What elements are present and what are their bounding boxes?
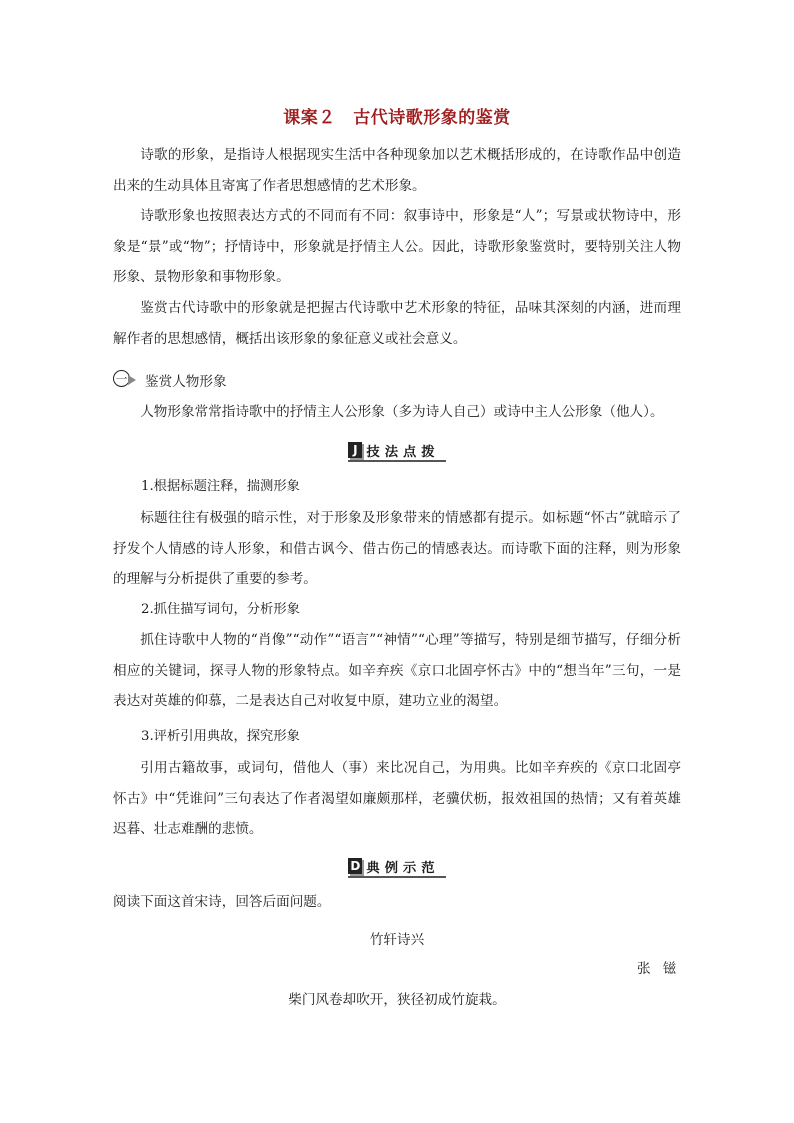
section-label: 鉴赏人物形象 xyxy=(145,374,227,390)
examples-badge xyxy=(0,856,794,878)
badge-label: 技法点拨 xyxy=(366,444,440,460)
poem-title: 竹轩诗兴 xyxy=(369,932,425,948)
technique-heading-2: 2.抓住描写词句，分析形象 xyxy=(141,602,300,617)
section-number: 一 xyxy=(113,370,130,387)
technique-body-1: 标题往往有极强的暗示性，对于形象及形象带来的情感都有提示。如标题“怀古”就暗示了抒发个人情感的诗人形象，和借古讽今、借古伤己的情感表达。而诗歌下面的注释，则为形象的理解与分析提供了重要的参考。 xyxy=(113,510,681,587)
technique-heading-1: 1.根据标题注释，揣测形象 xyxy=(141,479,300,494)
poem-author: 张镃 xyxy=(637,961,689,977)
badge-letter-icon: J xyxy=(348,442,362,458)
arrow-icon xyxy=(128,375,136,385)
poem-line: 柴门风卷却吹开，狭径初成竹旋栽。 xyxy=(288,992,506,1008)
technique-body-2: 抓住诗歌中人物的“肖像”“动作”“语言”“神情”“心理”等描写，特别是细节描写，仔细分析相应的关键词，探寻人物的形象特点。如辛弃疾《京口北固亭怀古》中的“想当年”三句，一是表达对英雄的仰慕，二是表达自己对收复中原，建功立业的渴望。 xyxy=(113,632,681,709)
section-number-icon xyxy=(113,369,139,391)
intro-paragraph-1: 诗歌的形象，是指诗人根据现实生活中各种现象加以艺术概括形成的，在诗歌作品中创造出来的生动具体且寄寓了作者思想感情的艺术形象。 xyxy=(113,147,681,194)
page-title: 课案２ 古代诗歌形象的鉴赏 xyxy=(283,108,511,128)
badge-label: 典例示范 xyxy=(366,860,440,876)
section-description: 人物形象常常指诗歌中的抒情主人公形象（多为诗人自己）或诗中主人公形象（他人）。 xyxy=(140,404,664,420)
technique-heading-3: 3.评析引用典故，探究形象 xyxy=(141,729,300,744)
technique-body-3: 引用古籍故事，或词句，借他人（事）来比况自己，为用典。比如辛弃疾的《京口北固亭怀古》中“凭谁问”三句表达了作者渴望如廉颇那样，老骥伏枥，报效祖国的热情；又有着英雄迟暮、壮志难酬的悲愤。 xyxy=(113,760,681,837)
intro-paragraph-3: 鉴赏古代诗歌中的形象就是把握古代诗歌中艺术形象的特征，品味其深刻的内涵，进而理解作者的思想感情，概括出该形象的象征意义或社会意义。 xyxy=(113,300,681,347)
reading-instruction: 阅读下面这首宋诗，回答后面问题。 xyxy=(113,894,331,910)
techniques-badge xyxy=(0,440,794,462)
badge-letter-icon: D xyxy=(348,858,362,874)
intro-paragraph-2: 诗歌形象也按照表达方式的不同而有不同：叙事诗中，形象是“人”；写景或状物诗中，形象是“景”或“物”；抒情诗中，形象就是抒情主人公。因此，诗歌形象鉴赏时，要特别关注人物形象、景物形象和事物形象。 xyxy=(113,208,681,285)
section-heading-character-image xyxy=(113,368,227,392)
